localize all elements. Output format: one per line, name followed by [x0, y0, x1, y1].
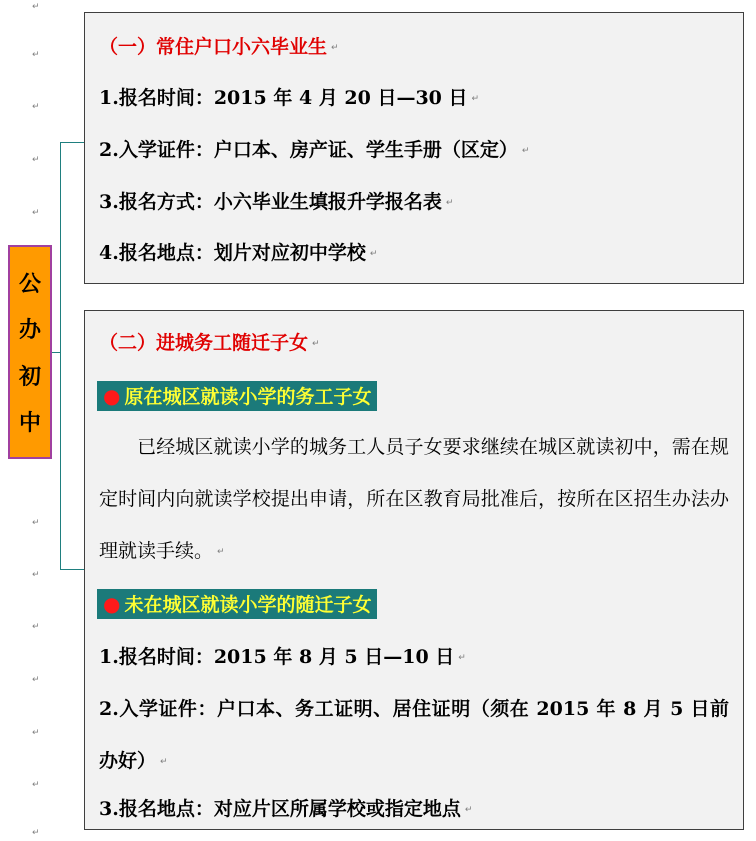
subsection-body: 已经城区就读小学的城务工人员子女要求继续在城区就读初中，需在规定时间内向就读学校提出申请，所在区教育局批准后，按所在区招生办法办理就读手续。 ↵ [99, 436, 729, 562]
paragraph-mark: ↵ [32, 622, 40, 632]
subsection-bar [97, 589, 377, 619]
paragraph-mark: ↵ [32, 780, 40, 790]
bullet-dot-icon: ● [103, 592, 121, 616]
paragraph-mark: ↵ [32, 102, 40, 112]
side-label-char: 初 [18, 363, 41, 390]
subsection-title: 未在城区就读小学的随迁子女 [124, 594, 372, 616]
paragraph-mark: ↵ [32, 570, 40, 580]
bullet-dot-icon: ● [103, 384, 121, 408]
subsection-title: 原在城区就读小学的务工子女 [124, 386, 372, 408]
paragraph-mark: ↵ [32, 155, 40, 165]
paragraph-mark: ↵ [32, 208, 40, 218]
section-local-graduates [84, 12, 744, 284]
side-label-char: 公 [18, 270, 41, 297]
paragraph-mark: ↵ [32, 518, 40, 528]
section2-item: 2.入学证件：户口本、务工证明、居住证明（须在 2015 年 8 月 5 日前办好） ↵ [99, 698, 729, 772]
section2-heading: （二）进城务工随迁子女 ↵ [99, 332, 320, 354]
side-label-public-junior-high [8, 245, 52, 459]
side-label-char: 中 [18, 410, 41, 437]
paragraph-mark: ↵ [32, 728, 40, 738]
section1-item: 4.报名地点：划片对应初中学校 ↵ [99, 242, 378, 264]
subsection-bar [97, 381, 377, 411]
paragraph-mark: ↵ [32, 675, 40, 685]
paragraph-mark: ↵ [32, 828, 40, 838]
bracket-connector [60, 142, 85, 570]
section1-item: 1.报名时间：2015 年 4 月 20 日—30 日 ↵ [99, 87, 480, 109]
section2-item: 1.报名时间：2015 年 8 月 5 日—10 日 ↵ [99, 646, 466, 668]
section1-item: 2.入学证件：户口本、房产证、学生手册（区定） ↵ [99, 139, 530, 161]
paragraph-mark: ↵ [32, 50, 40, 60]
paragraph-mark: ↵ [32, 2, 40, 12]
bracket-stem [52, 352, 60, 353]
section-migrant-children [84, 310, 744, 830]
section1-item: 3.报名方式：小六毕业生填报升学报名表 ↵ [99, 191, 454, 213]
side-label-char: 办 [18, 317, 41, 344]
section2-item: 3.报名地点：对应片区所属学校或指定地点 ↵ [99, 798, 473, 820]
section1-heading: （一）常住户口小六毕业生 ↵ [99, 36, 339, 58]
